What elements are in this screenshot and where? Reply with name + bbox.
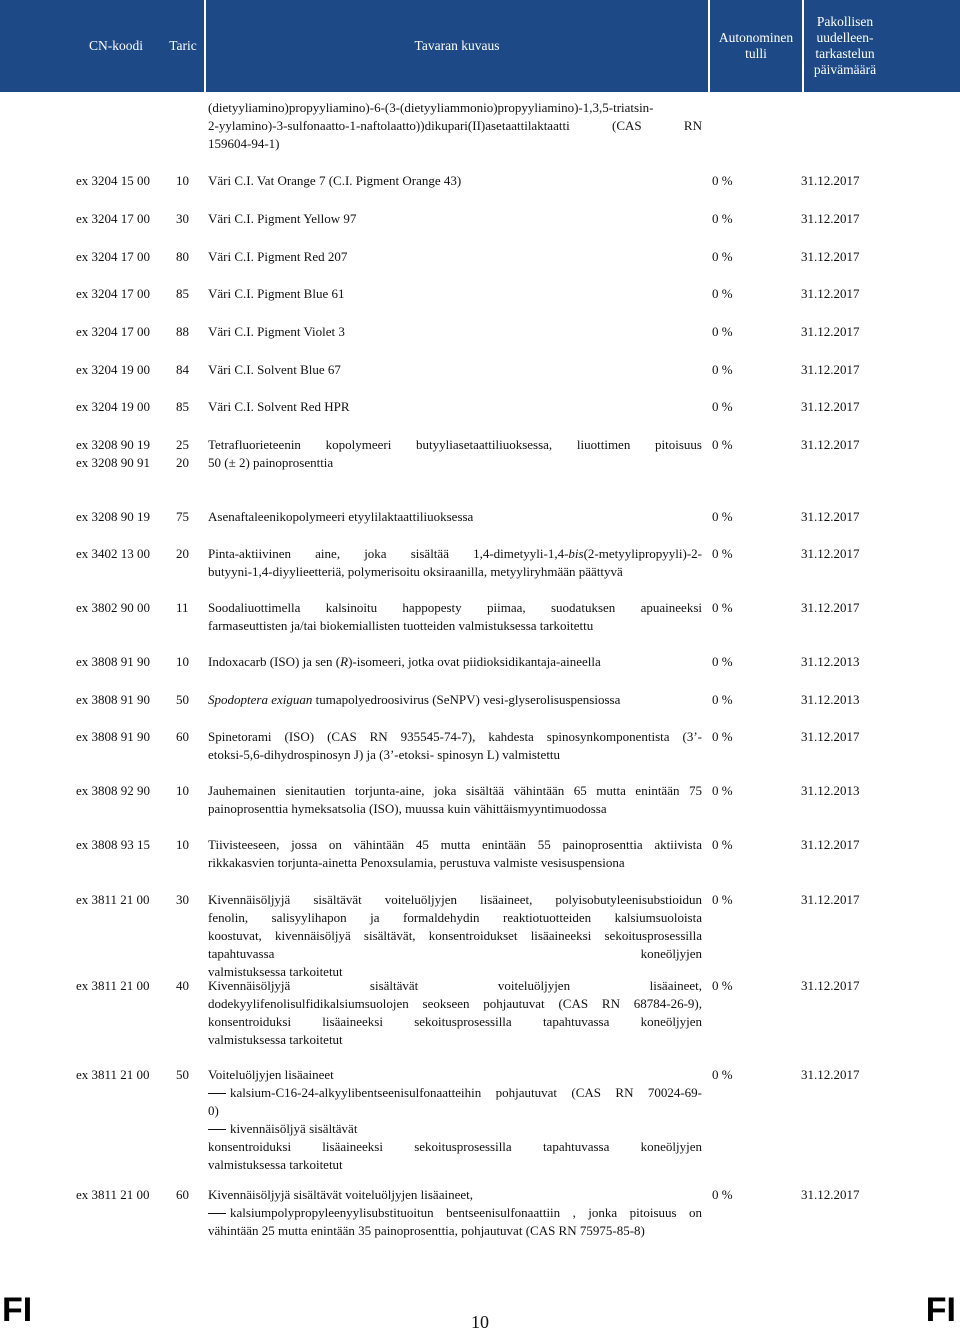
review-date: 31.12.2017 [801,362,860,377]
desc-text: tumapolyedroosivirus (SeNPV) vesi-glyserolisuspensiossa [312,692,621,707]
cn-code: ex 3204 15 00 [76,173,151,188]
review-date: 31.12.2017 [801,600,860,615]
desc-line: valmistuksessa tarkoitetut [208,964,343,979]
description: Väri C.I. Pigment Yellow 97 [208,211,357,226]
review-date: 31.12.2017 [801,211,860,226]
taric-code: 30 [176,211,189,226]
desc-line: 50 (± 2) painoprosenttia [208,455,334,470]
taric-code-line: 25 [176,437,189,452]
header-duty [710,0,802,92]
desc-line: dodekyylifenolisulfidikalsiumsuolojen seokseen pohjautuvat (CAS RN 68784-26-9), [208,996,702,1011]
header-taric: Taric [169,38,197,53]
desc-line: 159604-94-1) [208,136,280,151]
review-date: 31.12.2017 [801,173,860,188]
description [208,545,702,581]
description [208,599,702,635]
desc-line: konsentroiduksi lisäaineeksi sekoitusprosessilla tapahtuvassa koneöljyjen [208,1139,702,1154]
review-date: 31.12.2017 [801,892,860,907]
desc-line: fenolin, salisyylihapon ja formaldehydin reaktiotuotteiden kalsiumsuoloista [208,910,702,925]
desc-line: koostuvat, kivennäisöljyä sisältävät, konsentroidukset lisäaineeksi sekoitusprosessilla tapahtuvassa koneöljyjen [208,928,702,961]
review-date: 31.12.2017 [801,324,860,339]
cn-code: ex 3808 91 90 [76,692,151,707]
header-date-line: päivämäärä [813,62,877,77]
review-date: 31.12.2017 [801,1187,860,1202]
description [208,977,702,1049]
taric-code: 10 [176,654,189,669]
duty-rate: 0 % [712,546,733,561]
taric-code [176,436,206,472]
desc-line: 2-yylamino)-3-sulfonaatto-1-naftolaatto))dikupari(II)asetaattilaktaatti (CAS RN [208,118,702,133]
desc-line: Tiivisteeseen, jossa on vähintään 45 mutta enintään 55 painoprosenttia aktiivista [208,837,702,852]
taric-code: 85 [176,399,189,414]
cn-code: ex 3802 90 00 [76,600,151,615]
duty-rate: 0 % [712,211,733,226]
review-date: 31.12.2017 [801,437,860,452]
header-desc: Tavaran kuvaus [414,38,500,53]
desc-line: Jauhemainen sienitautien torjunta-aine, joka sisältää vähintään 65 mutta enintään 75 [208,783,702,798]
desc-line: konsentroiduksi lisäaineeksi sekoitusprosessilla tapahtuvassa koneöljyjen [208,1014,702,1029]
taric-code: 10 [176,173,189,188]
duty-rate: 0 % [712,600,733,615]
duty-rate: 0 % [712,837,733,852]
desc-line: Voiteluöljyjen lisäaineet [208,1067,334,1082]
duty-rate: 0 % [712,1067,733,1082]
taric-code: 88 [176,324,189,339]
header-date-line: Pakollisen [816,14,874,29]
duty-rate: 0 % [712,654,733,669]
duty-rate: 0 % [712,1187,733,1202]
duty-rate: 0 % [712,173,733,188]
em-dash [208,1129,226,1130]
description [208,1066,702,1174]
taric-code: 10 [176,783,189,798]
review-date: 31.12.2017 [801,509,860,524]
desc-line: etoksi-5,6-dihydrospinosyn J) ja (3’-etoksi- spinosyn L) valmistettu [208,747,561,762]
desc-line: vähintään 25 mutta enintään 35 painoprosenttia, pohjautuvat (CAS RN 75975-85-8) [208,1223,645,1238]
duty-rate: 0 % [712,399,733,414]
review-date: 31.12.2017 [801,1067,860,1082]
cn-code: ex 3808 91 90 [76,729,151,744]
duty-rate: 0 % [712,324,733,339]
header-duty-line: tulli [745,46,767,61]
duty-rate: 0 % [712,286,733,301]
review-date: 31.12.2017 [801,286,860,301]
description [208,436,702,472]
header-duty-line: Autonominen [718,30,794,45]
description [208,1186,702,1240]
desc-line: farmaseuttisten ja/tai biokemiallisten tuotteiden valmistuksessa tarkoitettu [208,618,594,633]
description: Väri C.I. Solvent Red HPR [208,399,350,414]
footer-language-right: FI [925,1291,956,1329]
taric-code: 20 [176,546,189,561]
cn-code [76,436,176,472]
duty-rate: 0 % [712,892,733,907]
desc-text: Pinta-aktiivinen aine, joka sisältää 1,4-dimetyyli-1,4- [208,546,569,561]
taric-code: 30 [176,892,189,907]
desc-line: butyyni-1,4-diyylieetteriä, polymerisoitu oksiraanilla, metyyliryhmään päättyvä [208,564,623,579]
header-date-line: tarkastelun [815,46,875,61]
footer-language-left: FI [2,1291,33,1329]
desc-text: Indoxacarb (ISO) ja sen ( [208,654,341,669]
cn-code: ex 3204 17 00 [76,324,151,339]
duty-rate: 0 % [712,509,733,524]
desc-line: (dietyyliamino)propyyliamino)-6-(3-(dietyyliammonio)propyyliamino)-1,3,5-triatsin- [208,100,654,115]
cn-code: ex 3808 91 90 [76,654,151,669]
desc-line: Tetrafluorieteenin kopolymeeri butyyliasetaattiliuoksessa, liuottimen pitoisuus [208,437,702,452]
taric-code: 11 [176,600,189,615]
description: Asenaftaleenikopolymeeri etyylilaktaattiliuoksessa [208,509,474,524]
em-dash [208,1213,226,1214]
review-date: 31.12.2017 [801,399,860,414]
duty-rate: 0 % [712,729,733,744]
desc-line: Kivennäisöljyjä sisältävät voiteluöljyjen lisäaineet, polyisobutyleenisubstioidun [208,892,702,907]
taric-code: 75 [176,509,189,524]
desc-text: (2-metyylipropyyli)-2- [583,546,702,561]
desc-italic: R [340,654,349,669]
taric-code: 60 [176,729,189,744]
duty-rate: 0 % [712,783,733,798]
taric-code: 84 [176,362,189,377]
header-date-line: uudelleen- [816,30,874,45]
desc-italic: bis [568,546,584,561]
description: Väri C.I. Pigment Blue 61 [208,286,345,301]
description [208,653,702,671]
review-date: 31.12.2013 [801,783,860,798]
review-date: 31.12.2017 [801,546,860,561]
cn-code: ex 3811 21 00 [76,1187,150,1202]
taric-code: 85 [176,286,189,301]
cn-code: ex 3204 17 00 [76,249,151,264]
cn-code: ex 3204 19 00 [76,399,151,414]
cn-code: ex 3808 93 15 [76,837,151,852]
description [208,782,702,818]
desc-line: valmistuksessa tarkoitetut [208,1157,343,1172]
desc-line: rikkakasvien torjunta-ainetta Penoxsulamia, perustuva valmiste vesisuspensiona [208,855,625,870]
page-number: 10 [471,1312,489,1332]
description: Väri C.I. Pigment Violet 3 [208,324,345,339]
desc-line: painoprosenttia hymeksatsolia (ISO), muussa kuin vähittäismyyntimuodossa [208,801,607,816]
desc-italic: Spodoptera exiguan [208,692,313,707]
review-date: 31.12.2017 [801,978,860,993]
description: Väri C.I. Solvent Blue 67 [208,362,341,377]
desc-line: Soodaliuottimella kalsinoitu happopesty piimaa, suodatuksen apuaineeksi [208,600,702,615]
review-date: 31.12.2013 [801,654,860,669]
desc-text: kivennäisöljyä sisältävät [230,1121,358,1136]
duty-rate: 0 % [712,692,733,707]
intro-text [208,99,702,153]
desc-line [208,1204,702,1222]
cn-code: ex 3811 21 00 [76,892,150,907]
cn-code: ex 3811 21 00 [76,1067,150,1082]
cn-code: ex 3208 90 19 [76,509,151,524]
taric-code: 60 [176,1187,189,1202]
desc-line [208,545,702,563]
desc-text: kalsium-C16-24-alkyylibentseenisulfonaatteihin pohjautuvat (CAS RN 70024-69- [230,1085,702,1100]
table-header [0,0,960,92]
taric-code: 40 [176,978,189,993]
cn-code: ex 3204 17 00 [76,211,151,226]
cn-code: ex 3204 17 00 [76,286,151,301]
desc-line [208,1084,702,1102]
description [208,691,702,709]
header-date [804,0,886,92]
desc-line: Kivennäisöljyjä sisältävät voiteluöljyjen lisäaineet, [208,978,702,993]
review-date: 31.12.2017 [801,249,860,264]
duty-rate: 0 % [712,249,733,264]
description [208,891,702,981]
duty-rate: 0 % [712,362,733,377]
duty-rate: 0 % [712,437,733,452]
description [208,836,702,872]
taric-code: 10 [176,837,189,852]
desc-line: valmistuksessa tarkoitetut [208,1032,343,1047]
description: Väri C.I. Vat Orange 7 (C.I. Pigment Orange 43) [208,173,462,188]
header-cn: CN-koodi [89,38,143,53]
taric-code: 50 [176,692,189,707]
cn-code: ex 3808 92 90 [76,783,151,798]
cn-code: ex 3811 21 00 [76,978,150,993]
review-date: 31.12.2017 [801,837,860,852]
desc-text: )-isomeeri, jotka ovat piidioksidikantaja-aineella [348,654,601,669]
desc-line: Spinetorami (ISO) (CAS RN 935545-74-7), kahdesta spinosynkomponentista (3’- [208,729,702,744]
review-date: 31.12.2017 [801,729,860,744]
desc-line: Kivennäisöljyjä sisältävät voiteluöljyjen lisäaineet, [208,1187,473,1202]
cn-code: ex 3402 13 00 [76,546,151,561]
desc-line: 0) [208,1103,219,1118]
cn-code-line: ex 3208 90 19 [76,437,151,452]
description: Väri C.I. Pigment Red 207 [208,249,348,264]
description [208,728,702,764]
cn-code-line: ex 3208 90 91 [76,455,151,470]
desc-text: kalsiumpolypropyleenyylisubstituoitun bentseenisulfonaattiin , jonka pitoisuus on [230,1205,702,1220]
cn-code: ex 3204 19 00 [76,362,151,377]
em-dash [208,1093,226,1094]
duty-rate: 0 % [712,978,733,993]
taric-code-line: 20 [176,455,189,470]
review-date: 31.12.2013 [801,692,860,707]
desc-line [208,1120,702,1138]
taric-code: 80 [176,249,189,264]
taric-code: 50 [176,1067,189,1082]
